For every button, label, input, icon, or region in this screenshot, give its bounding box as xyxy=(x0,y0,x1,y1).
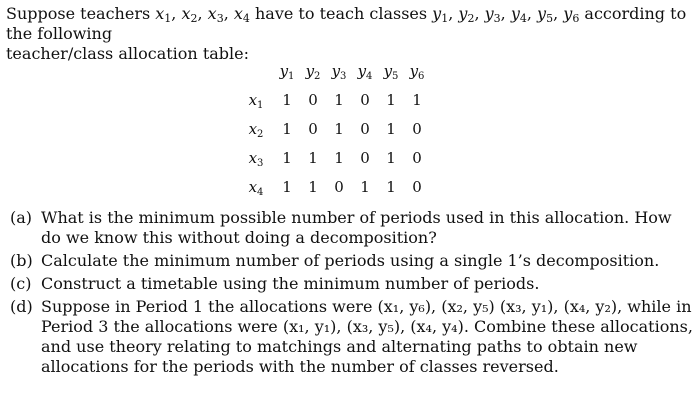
question-label: (c) xyxy=(10,274,32,293)
question-list xyxy=(10,208,694,380)
teacher-variables: $x_1$, $x_2$, $x_3$, $x_4$ xyxy=(155,4,250,25)
table-cell: 1 xyxy=(282,119,292,138)
question-b xyxy=(10,251,694,271)
table-cell: 1 xyxy=(360,177,370,196)
table-corner xyxy=(238,56,274,85)
question-text: Suppose in Period 1 the allocations were (x₁, y₆), (x₂, y₅) (x₃, y₁), (x₄, y₂), while in Period 3 the allocations were (x₁, y₁), (x₃, y₅), (x₄, y₄). Combine these allocations, and use theory relating to matchings and alternating paths to obtain new allocations for the periods with the number of classes reversed. xyxy=(41,297,693,376)
table-cell: 0 xyxy=(308,119,318,138)
class-variables: $y_1$, $y_2$, $y_3$, $y_4$, $y_5$, $y_6$ xyxy=(432,4,580,25)
table-header-row xyxy=(238,56,430,85)
table-cell: 1 xyxy=(412,90,422,109)
table-cell: 1 xyxy=(334,90,344,109)
question-d xyxy=(10,297,694,377)
table-cell: 1 xyxy=(334,148,344,167)
intro-text-1: Suppose teachers xyxy=(6,4,156,23)
table-cell: 1 xyxy=(282,177,292,196)
row-header-x1: $x_1$ xyxy=(248,90,264,111)
table-cell: 0 xyxy=(308,90,318,109)
table-cell: 0 xyxy=(412,177,422,196)
question-label: (d) xyxy=(10,297,33,316)
column-header-y4: $y_4$ xyxy=(357,61,373,82)
question-text: Construct a timetable using the minimum number of periods. xyxy=(41,274,540,293)
problem-intro xyxy=(6,4,694,64)
table-cell: 1 xyxy=(308,177,318,196)
row-header-x3: $x_3$ xyxy=(248,148,264,169)
column-header-y2: $y_2$ xyxy=(305,61,321,82)
column-header-y6: $y_6$ xyxy=(409,61,425,82)
intro-text-2: have to teach classes xyxy=(249,4,433,23)
allocation-table xyxy=(238,56,430,201)
column-header-y1: $y_1$ xyxy=(279,61,295,82)
table-cell: 0 xyxy=(334,177,344,196)
column-header-y3: $y_3$ xyxy=(331,61,347,82)
intro-text-3: according to the following xyxy=(6,4,687,43)
table-cell: 0 xyxy=(360,90,370,109)
row-header-x2: $x_2$ xyxy=(248,119,264,140)
table-cell: 1 xyxy=(386,177,396,196)
table-cell: 1 xyxy=(386,119,396,138)
table-cell: 0 xyxy=(412,148,422,167)
table-row-x1 xyxy=(238,85,430,114)
row-header-x4: $x_4$ xyxy=(248,177,264,198)
table-cell: 1 xyxy=(282,148,292,167)
table-cell: 0 xyxy=(412,119,422,138)
table-cell: 1 xyxy=(334,119,344,138)
question-label: (a) xyxy=(10,208,33,227)
intro-text-4: teacher/class allocation table: xyxy=(6,44,249,63)
table-cell: 1 xyxy=(386,148,396,167)
question-label: (b) xyxy=(10,251,33,270)
question-a xyxy=(10,208,694,248)
question-c xyxy=(10,274,694,294)
table-cell: 1 xyxy=(282,90,292,109)
table-cell: 1 xyxy=(386,90,396,109)
table-cell: 0 xyxy=(360,148,370,167)
question-text: What is the minimum possible number of periods used in this allocation. How do we know this without doing a decomposition? xyxy=(41,208,672,247)
column-header-y5: $y_5$ xyxy=(383,61,399,82)
table-row-x2 xyxy=(238,114,430,143)
table-row-x3 xyxy=(238,143,430,172)
table-row-x4 xyxy=(238,172,430,201)
table-cell: 0 xyxy=(360,119,370,138)
table-cell: 1 xyxy=(308,148,318,167)
question-text: Calculate the minimum number of periods using a single 1’s decomposition. xyxy=(41,251,660,270)
